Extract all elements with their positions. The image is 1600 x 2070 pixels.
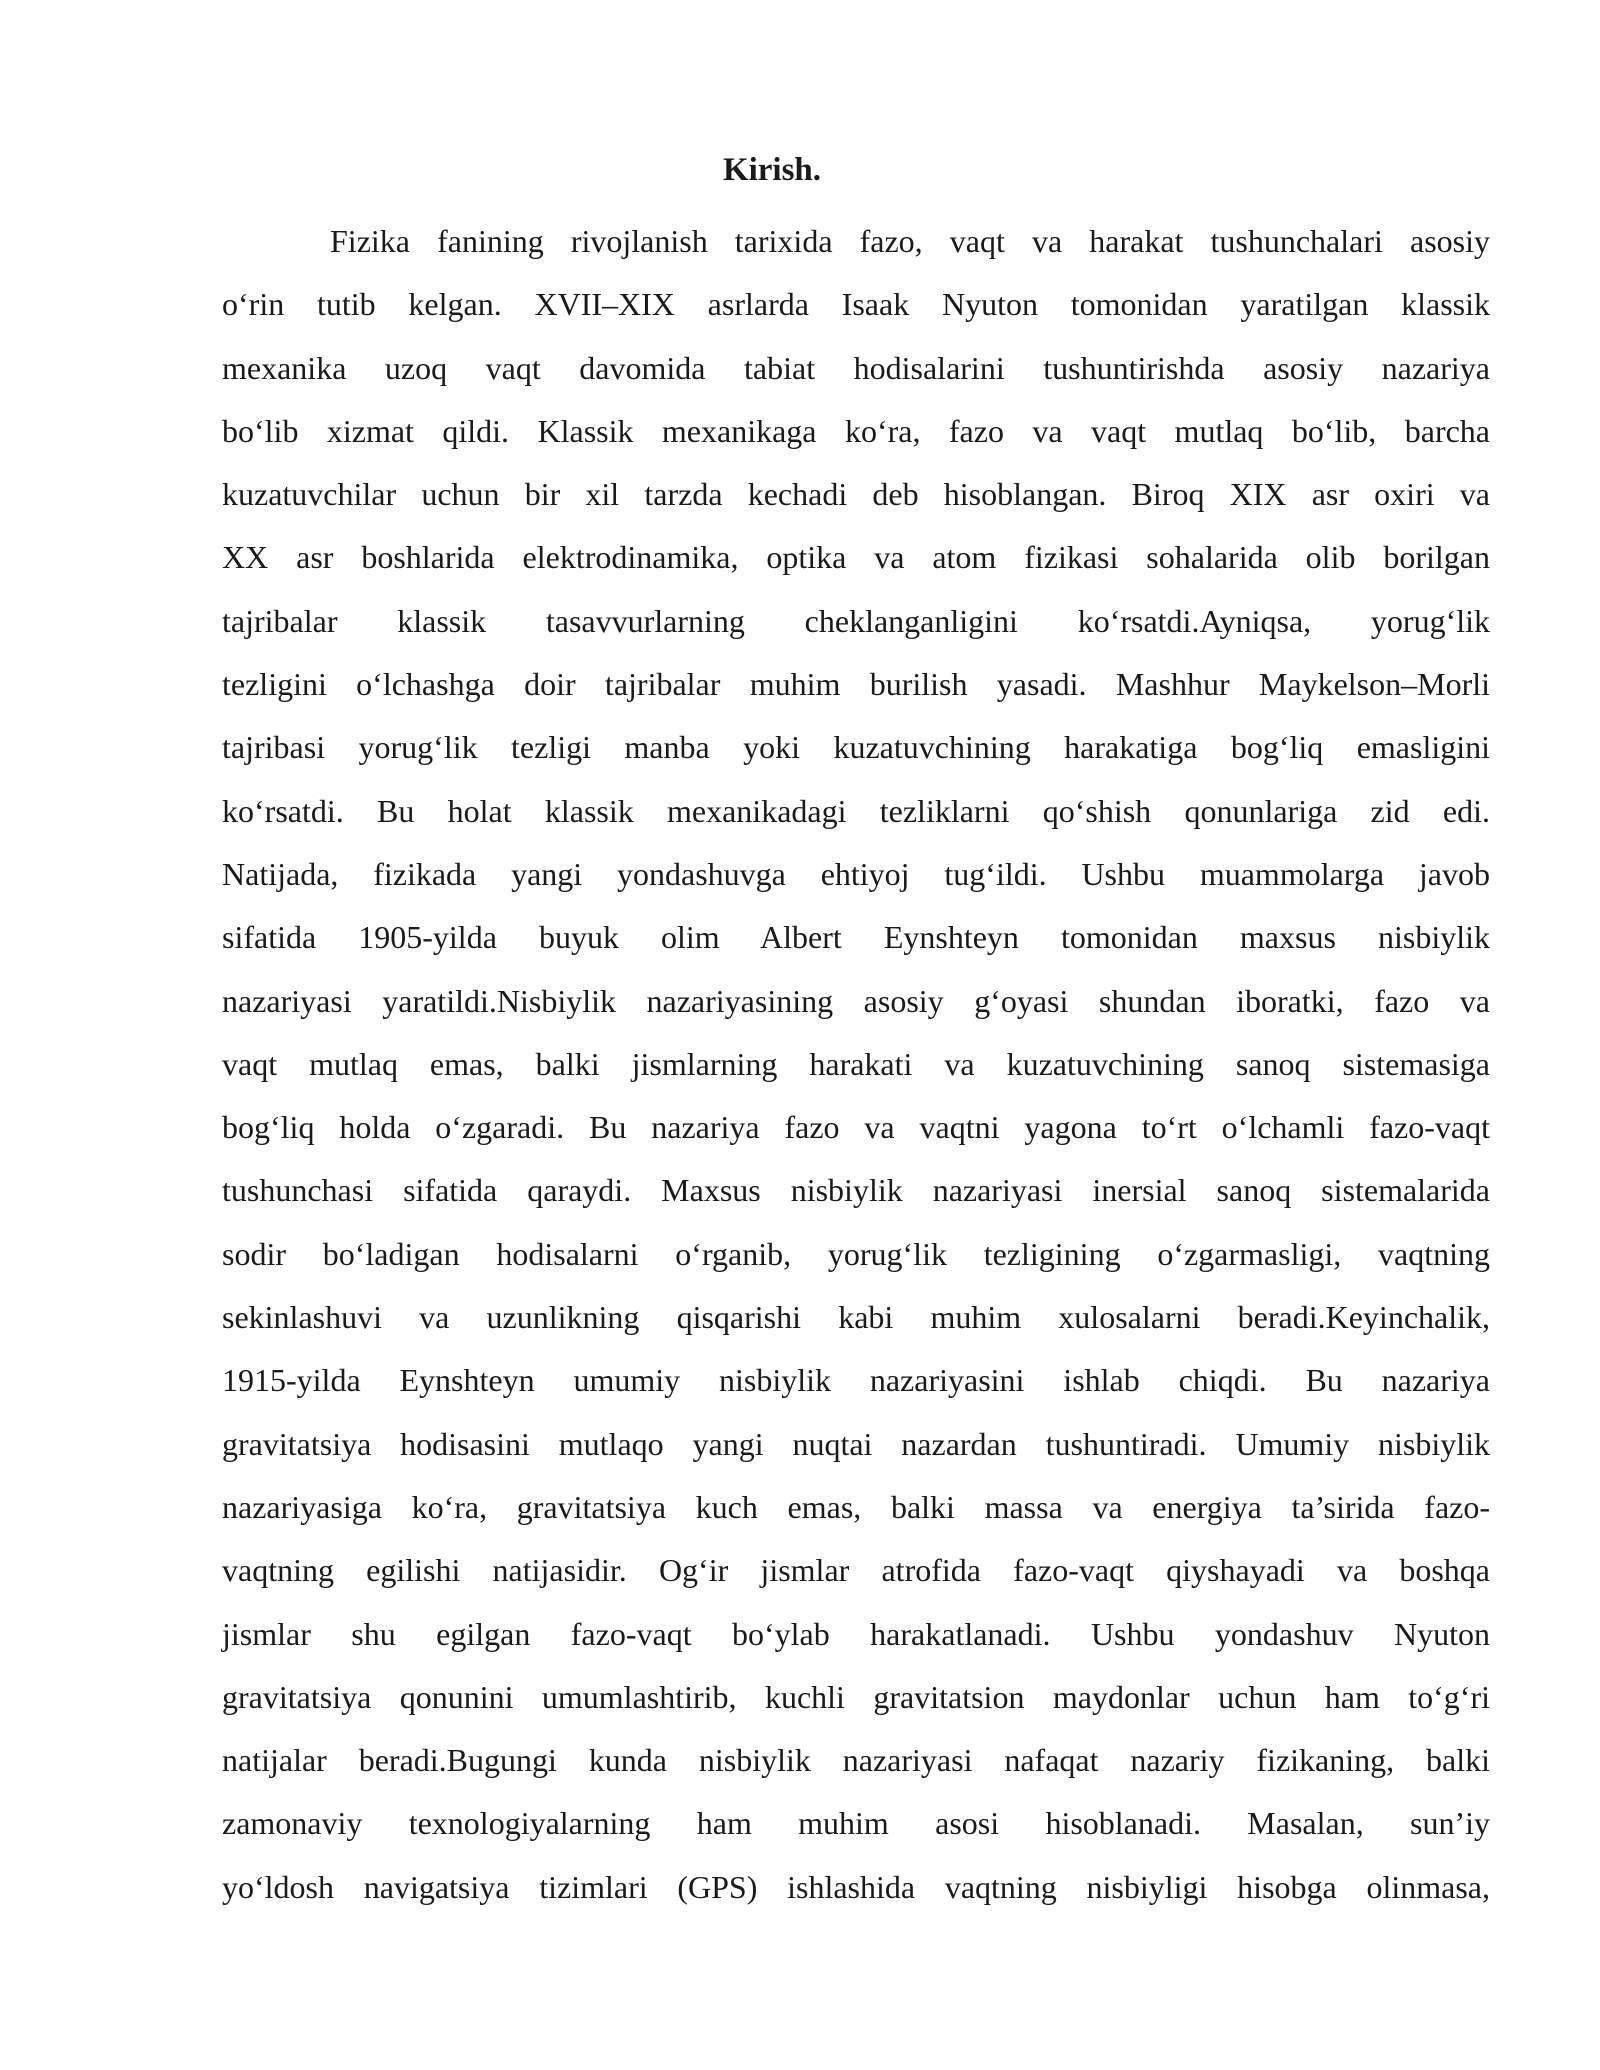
paragraph-line: jismlar shu egilgan fazo-vaqt bo‘ylab harakatlanadi. Ushbu yondashuv Nyuton bbox=[222, 1615, 1490, 1652]
paragraph-line: 1915-yilda Eynshteyn umumiy nisbiylik nazariyasini ishlab chiqdi. Bu nazariya bbox=[222, 1362, 1490, 1399]
paragraph-line: gravitatsiya hodisasini mutlaqo yangi nuqtai nazardan tushuntiradi. Umumiy nisbiylik bbox=[222, 1425, 1490, 1462]
paragraph-line: yo‘ldosh navigatsiya tizimlari (GPS) ishlashida vaqtning nisbiyligi hisobga olinmasa, bbox=[222, 1868, 1490, 1905]
paragraph-line: XX asr boshlarida elektrodinamika, optika va atom fizikasi sohalarida olib borilgan bbox=[222, 539, 1490, 576]
paragraph-line: vaqt mutlaq emas, balki jismlarning harakati va kuzatuvchining sanoq sistemasiga bbox=[222, 1045, 1490, 1082]
paragraph-line: natijalar beradi.Bugungi kunda nisbiylik nazariyasi nafaqat nazariy fizikaning, balki bbox=[222, 1742, 1490, 1779]
paragraph-line: Fizika fanining rivojlanish tarixida fazo, vaqt va harakat tushunchalari asosiy bbox=[330, 223, 1490, 259]
paragraph-line: sekinlashuvi va uzunlikning qisqarishi kabi muhim xulosalarni beradi.Keyinchalik, bbox=[222, 1299, 1490, 1336]
paragraph-line: tezligini o‘lchashga doir tajribalar muhim burilish yasadi. Mashhur Maykelson–Morli bbox=[222, 666, 1490, 703]
paragraph-line: sodir bo‘ladigan hodisalarni o‘rganib, yorug‘lik tezligining o‘zgarmasligi, vaqtning bbox=[222, 1235, 1490, 1272]
paragraph-line: kuzatuvchilar uchun bir xil tarzda kechadi deb hisoblangan. Biroq XIX asr oxiri va bbox=[222, 476, 1490, 513]
paragraph-line: mexanika uzoq vaqt davomida tabiat hodisalarini tushuntirishda asosiy nazariya bbox=[222, 349, 1490, 386]
body-paragraph bbox=[222, 210, 1490, 1919]
paragraph-line: tajribasi yorug‘lik tezligi manba yoki kuzatuvchining harakatiga bog‘liq emasligini bbox=[222, 729, 1490, 766]
paragraph-line: bog‘liq holda o‘zgaradi. Bu nazariya fazo va vaqtni yagona to‘rt o‘lchamli fazo-vaqt bbox=[222, 1109, 1490, 1146]
paragraph-line: bo‘lib xizmat qildi. Klassik mexanikaga ko‘ra, fazo va vaqt mutlaq bo‘lib, barcha bbox=[222, 412, 1490, 449]
paragraph-line: ko‘rsatdi. Bu holat klassik mexanikadagi tezliklarni qo‘shish qonunlariga zid edi. bbox=[222, 792, 1490, 829]
paragraph-line: gravitatsiya qonunini umumlashtirib, kuchli gravitatsion maydonlar uchun ham to‘g‘ri bbox=[222, 1678, 1490, 1715]
paragraph-line: vaqtning egilishi natijasidir. Og‘ir jismlar atrofida fazo-vaqt qiyshayadi va boshqa bbox=[222, 1552, 1490, 1589]
paragraph-line: nazariyasiga ko‘ra, gravitatsiya kuch emas, balki massa va energiya ta’sirida fazo- bbox=[222, 1488, 1490, 1525]
paragraph-line: tushunchasi sifatida qaraydi. Maxsus nisbiylik nazariyasi inersial sanoq sistemalarida bbox=[222, 1172, 1490, 1209]
paragraph-line: zamonaviy texnologiyalarning ham muhim asosi hisoblanadi. Masalan, sun’iy bbox=[222, 1805, 1490, 1842]
page-title: Kirish. bbox=[722, 152, 822, 188]
paragraph-line: Natijada, fizikada yangi yondashuvga ehtiyoj tug‘ildi. Ushbu muammolarga javob bbox=[222, 855, 1490, 892]
paragraph-line: tajribalar klassik tasavvurlarning cheklanganligini ko‘rsatdi.Ayniqsa, yorug‘lik bbox=[222, 602, 1490, 639]
paragraph-line: nazariyasi yaratildi.Nisbiylik nazariyasining asosiy g‘oyasi shundan iboratki, fazo va bbox=[222, 982, 1490, 1019]
paragraph-line: sifatida 1905-yilda buyuk olim Albert Eynshteyn tomonidan maxsus nisbiylik bbox=[222, 919, 1490, 956]
paragraph-line: o‘rin tutib kelgan. XVII–XIX asrlarda Isaak Nyuton tomonidan yaratilgan klassik bbox=[222, 286, 1490, 323]
